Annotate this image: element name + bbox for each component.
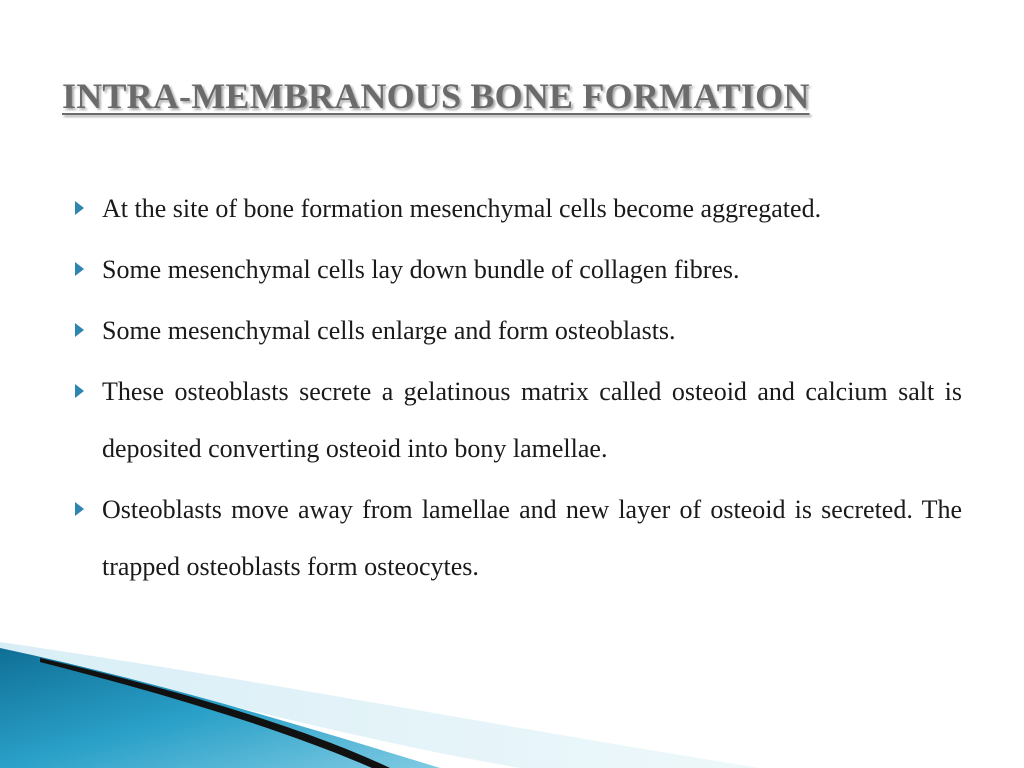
triangle-right-icon [75,262,84,276]
bullet-text: Some mesenchymal cells enlarge and form osteoblasts. [102,316,676,345]
triangle-right-icon [75,384,84,398]
bullet-text: Osteoblasts move away from lamellae and new layer of osteoid is secreted. The trapped osteoblasts form osteocytes. [102,495,962,581]
decorative-wave [0,640,1024,768]
bullet-text: Some mesenchymal cells lay down bundle of collagen fibres. [102,255,740,284]
bullet-item [72,180,962,237]
bullet-text: At the site of bone formation mesenchymal cells become aggregated. [102,194,822,223]
triangle-right-icon [75,323,84,337]
bullet-item [72,363,962,477]
bullet-item [72,302,962,359]
triangle-right-icon [75,201,84,215]
bullet-text: These osteoblasts secrete a gelatinous matrix called osteoid and calcium salt is deposited converting osteoid into bony lamellae. [102,377,962,463]
bullet-item [72,481,962,595]
bullet-item [72,241,962,298]
bullet-list [72,180,962,599]
slide-title: INTRA-MEMBRANOUS BONE FORMATION [62,76,810,116]
triangle-right-icon [75,502,84,516]
